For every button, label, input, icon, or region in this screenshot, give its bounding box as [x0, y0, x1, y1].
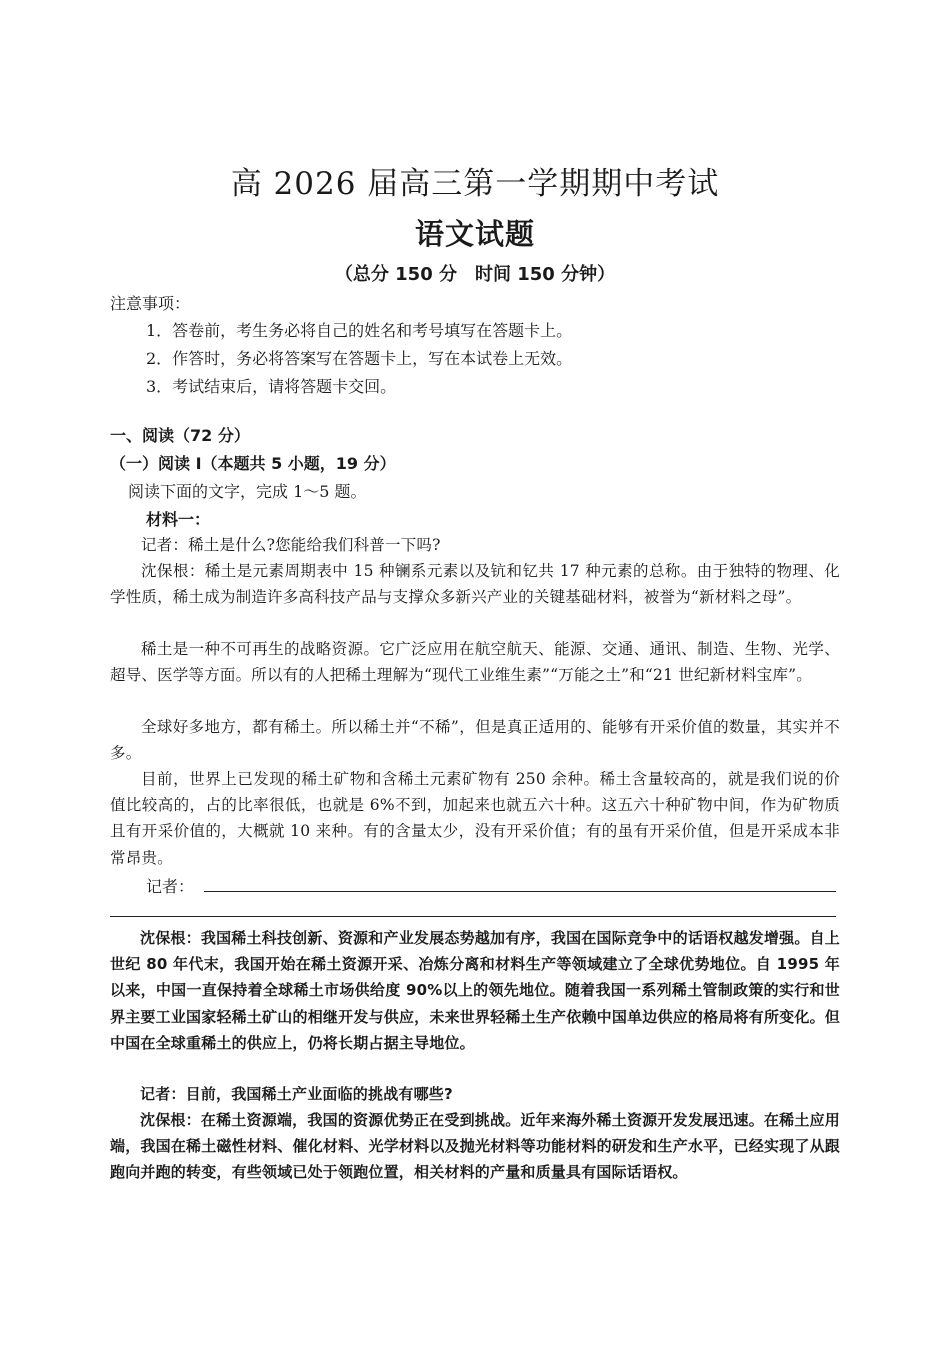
passage-paragraph: 沈保根：稀土是元素周期表中 15 种镧系元素以及钪和钇共 17 种元素的总称。由于独特的物理、化学性质，稀土成为制造许多高科技产品与支撑众多新兴产业的关键基础材料，被誉为“新材料之母”。 — [110, 562, 840, 607]
passage-paragraph: 记者：目前，我国稀土产业面临的挑战有哪些? — [140, 1085, 453, 1103]
notice-item-2: 2．作答时，务必将答案写在答题卡上，写在本试卷上无效。 — [146, 349, 573, 368]
answer-blank-line-2 — [110, 916, 836, 917]
subject-title: 语文试题 — [414, 217, 535, 251]
exam-title: 高 2026 届高三第一学期期中考试 — [230, 166, 720, 202]
reading-instruction: 阅读下面的文字，完成 1～5 题。 — [128, 482, 367, 501]
answer-blank-line-1 — [204, 891, 836, 892]
section-heading: 一、阅读（72 分） — [110, 426, 250, 445]
passage-paragraph: 记者：稀土是什么?您能给我们科普一下吗? — [141, 536, 441, 554]
passage-paragraph: 全球好多地方，都有稀土。所以稀土并“不稀”，但是真正适用的、能够有开采价值的数量，其实并不多。 — [110, 718, 840, 763]
part-heading: （一）阅读 Ⅰ（本题共 5 小题，19 分） — [110, 454, 396, 473]
passage-paragraph: 沈保根：我国稀土科技创新、资源和产业发展态势越加有序，我国在国际竞争中的话语权越发增强。自上世纪 80 年代末，我国开始在稀土资源开采、冶炼分离和材料生产等领域建立了全球优势地位。自 1995 年以来，中国一直保持着全球稀土市场供给度 90%以上的领先地位。随着我国一系列稀土管制政策的实行和世界主要工业国家轻稀土矿山的相继开发与供应，未来世界轻稀土生产依赖中国单边供应的格局将有所变化。但中国在全球重稀土的供应上，仍将长期占据主导地位。 — [110, 929, 840, 1052]
notice-item-1: 1．答卷前，考生务必将自己的姓名和考号填写在答题卡上。 — [146, 321, 573, 340]
notice-item-3: 3．考试结束后，请将答题卡交回。 — [146, 377, 397, 396]
score-time-line: （总分 150 分 时间 150 分钟） — [334, 264, 616, 285]
passage-paragraph: 稀土是一种不可再生的战略资源。它广泛应用在航空航天、能源、交通、通讯、制造、生物、光学、超导、医学等方面。所以有的人把稀土理解为“现代工业维生素”“万能之土”和“21 世纪新材料宝库”。 — [110, 640, 840, 685]
notice-heading: 注意事项： — [110, 294, 191, 313]
passage-paragraph: 沈保根：在稀土资源端，我国的资源优势正在受到挑战。近年来海外稀土资源开发发展迅速。在稀土应用端，我国在稀土磁性材料、催化材料、光学材料以及抛光材料等功能材料的研发和生产水平，已经实现了从跟跑向并跑的转变，有些领域已处于领跑位置，相关材料的产量和质量具有国际话语权。 — [110, 1111, 840, 1182]
material-label: 材料一： — [146, 510, 211, 529]
reporter-question-label: 记者： — [146, 877, 195, 896]
passage-paragraph: 目前，世界上已发现的稀土矿物和含稀土元素矿物有 250 余种。稀土含量较高的，就是我们说的价值比较高的，占的比率很低，也就是 6%不到，加起来也就五六十种。这五六十种矿物中间，作为矿物质且有开采价值的，大概就 10 来种。有的含量太少，没有开采价值；有的虽有开采价值，但是开采成本非常昂贵。 — [110, 770, 840, 867]
